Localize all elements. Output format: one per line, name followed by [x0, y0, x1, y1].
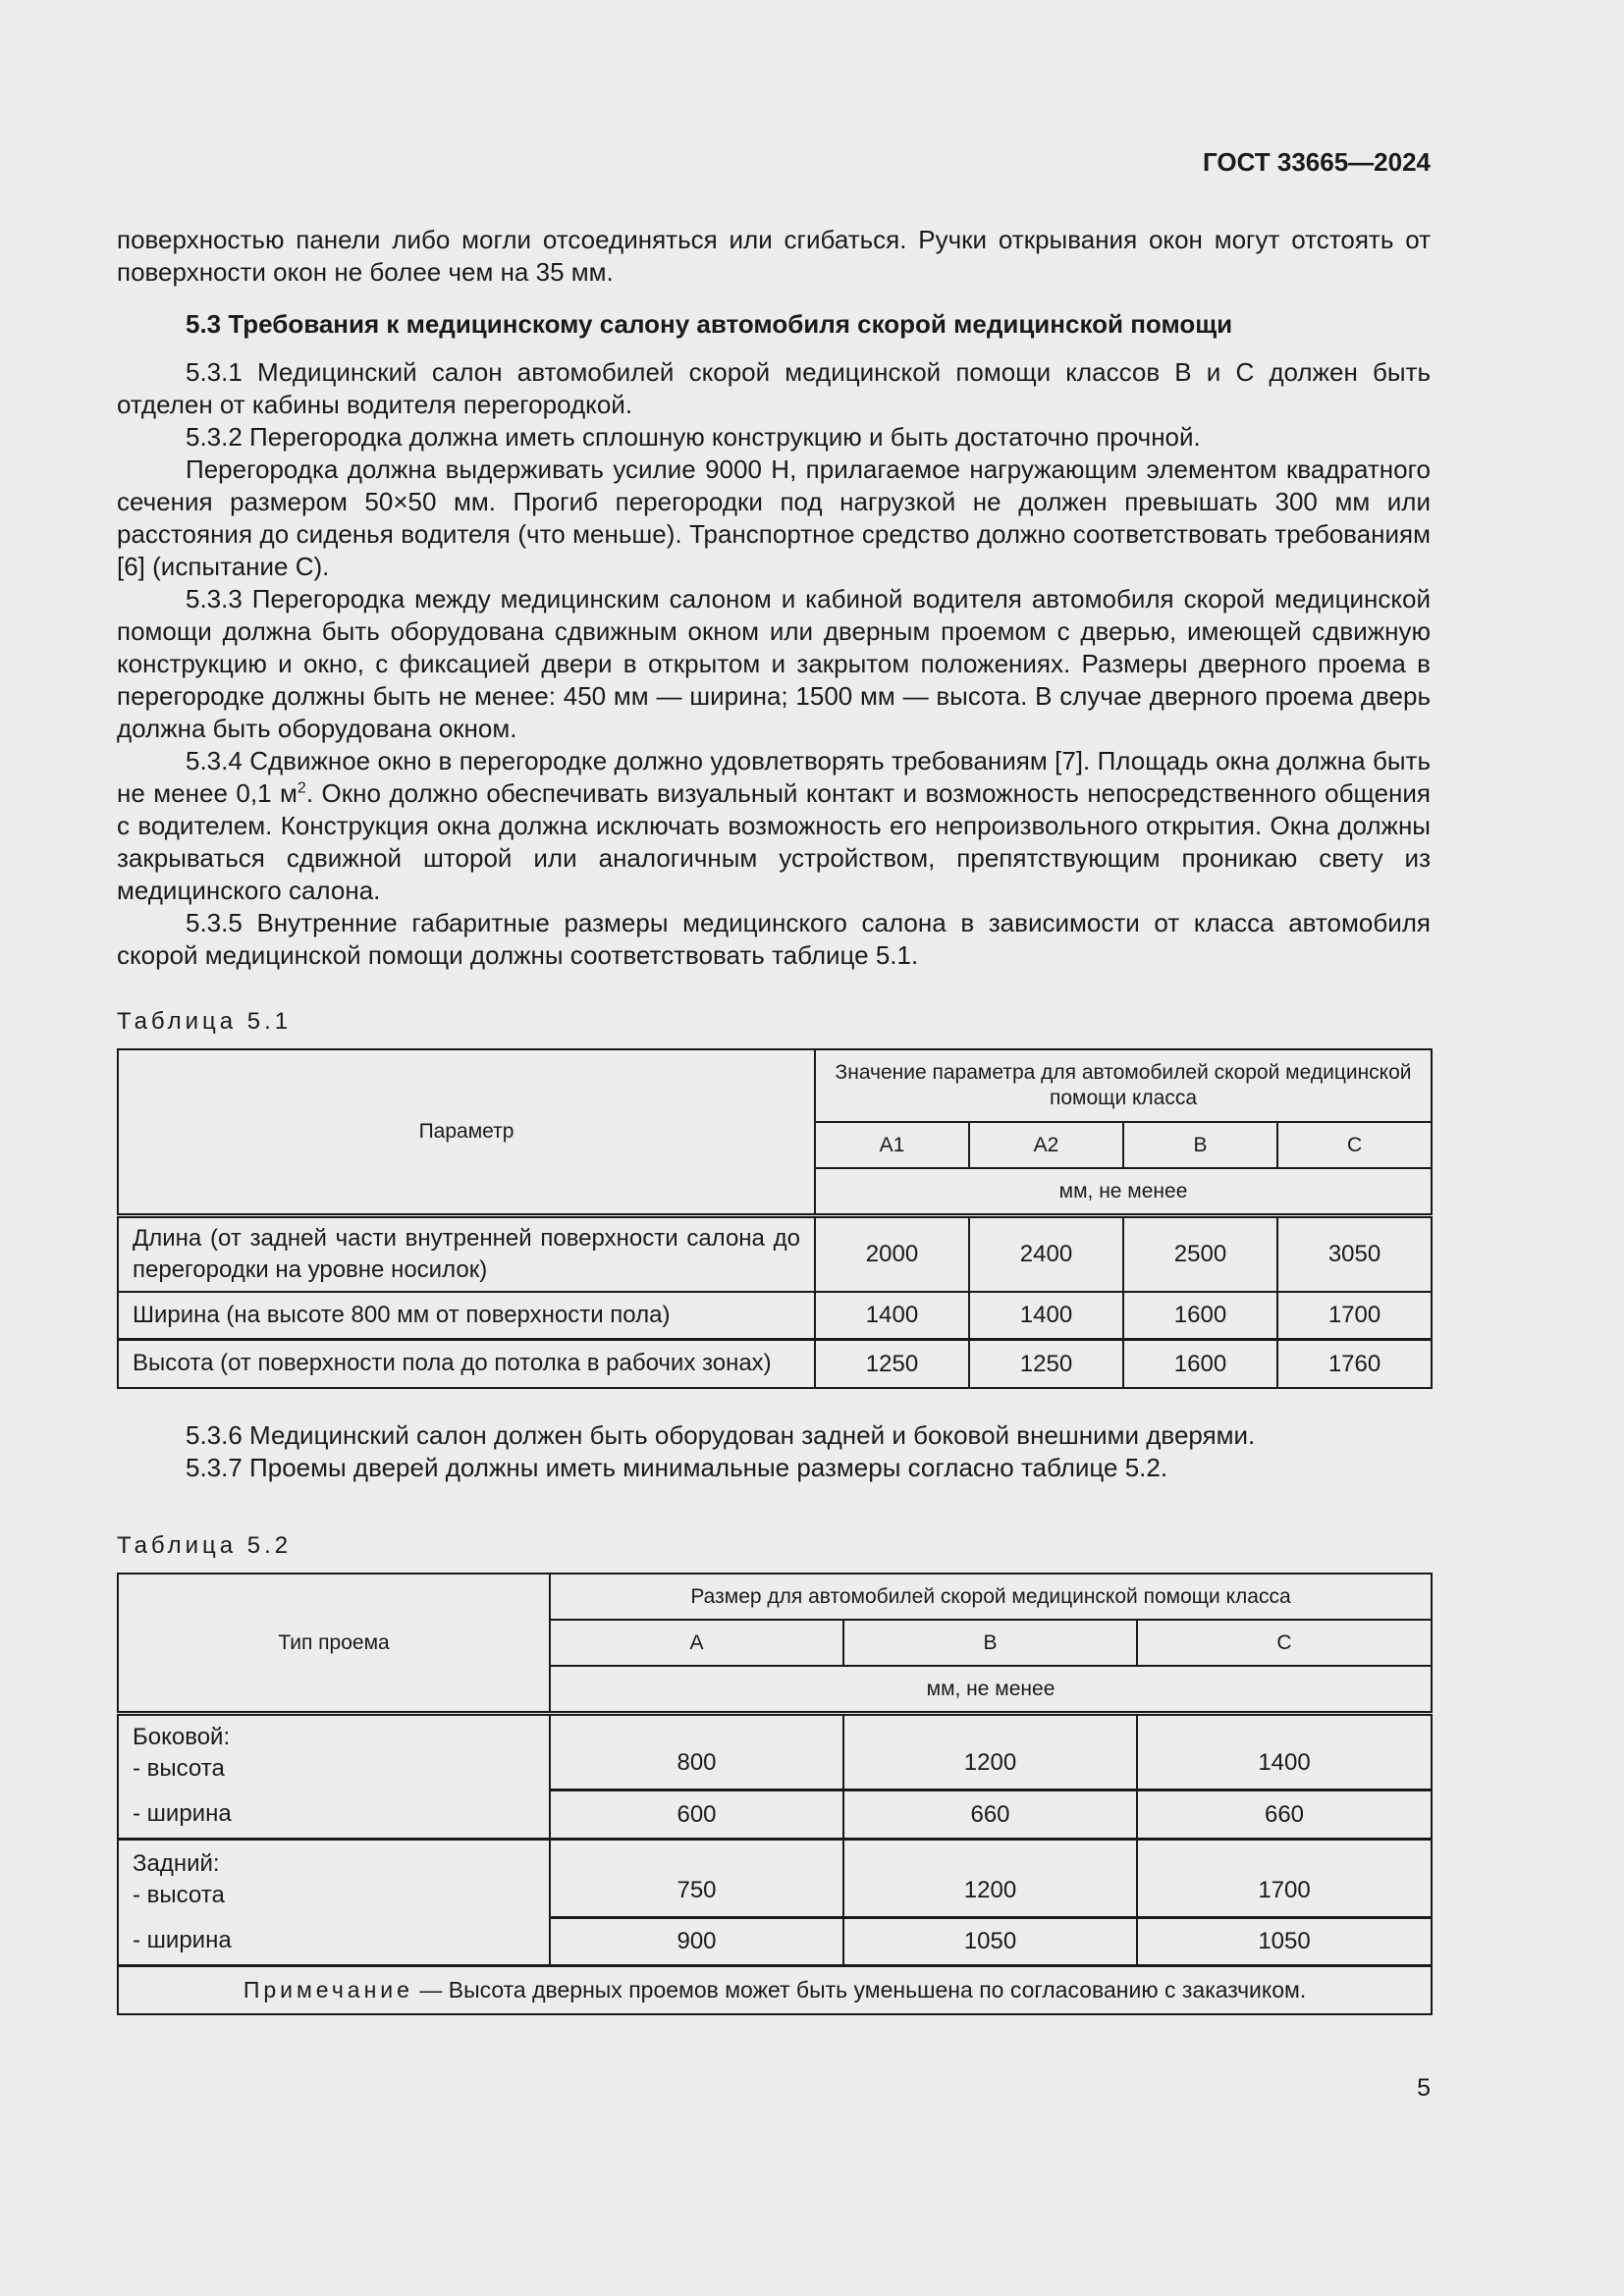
- table-cell: 1400: [1137, 1713, 1432, 1789]
- table2-width-label: - ширина: [133, 1926, 232, 1953]
- table2-width-label: - ширина: [133, 1799, 232, 1827]
- table2-class-c: С: [1137, 1620, 1432, 1666]
- table1-class-b: В: [1123, 1122, 1277, 1168]
- table-cell: 2000: [815, 1215, 969, 1292]
- table-cell: 1200: [843, 1839, 1137, 1917]
- table2-height-label: - высота: [133, 1881, 225, 1908]
- paragraph-5-3-4-part1: 5.3.4 Сдвижное окно в перегородке должно удовлетворять требованиям [7]. Площадь окна должна быть не менее 0,1 м: [117, 746, 1431, 808]
- paragraph-5-3-1: 5.3.1 Медицинский салон автомобилей скорой медицинской помощи классов В и С должен быть отделен от кабины водителя перегородкой.: [117, 357, 1431, 419]
- table-cell: 660: [843, 1789, 1137, 1839]
- table-5-1: [117, 1048, 1431, 1389]
- table-cell: 1250: [969, 1339, 1123, 1388]
- text-block-middle: [117, 1419, 1431, 1484]
- table-cell: 1400: [815, 1292, 969, 1339]
- table-cell: 750: [550, 1839, 843, 1917]
- table-cell: 1400: [969, 1292, 1123, 1339]
- table-cell: 800: [550, 1713, 843, 1789]
- table-cell: 1700: [1137, 1839, 1432, 1917]
- document-id-header: ГОСТ 33665—2024: [1203, 147, 1431, 177]
- table-cell: 1600: [1123, 1339, 1277, 1388]
- table-5-1-caption: Таблица 5.1: [117, 1008, 293, 1035]
- table2-unit: мм, не менее: [550, 1666, 1432, 1713]
- table2-height-label: - высота: [133, 1754, 225, 1782]
- table-cell: 1600: [1123, 1292, 1277, 1339]
- table2-group-label: [118, 1839, 550, 1965]
- table-cell: 1250: [815, 1339, 969, 1388]
- table-cell: 1050: [843, 1917, 1137, 1965]
- superscript: 2: [297, 779, 306, 797]
- table1-class-a2: А2: [969, 1122, 1123, 1168]
- table1-row-label: Длина (от задней части внутренней поверхности салона до перегородки на уровне носилок): [118, 1215, 815, 1292]
- table-cell: 900: [550, 1917, 843, 1965]
- table2-group-header: Размер для автомобилей скорой медицинской помощи класса: [550, 1574, 1432, 1620]
- table-cell: 1700: [1277, 1292, 1432, 1339]
- table1-unit: мм, не менее: [815, 1168, 1432, 1215]
- table-row: [118, 1839, 1432, 1917]
- section-heading-5-3: 5.3 Требования к медицинскому салону автомобиля скорой медицинской помощи: [186, 309, 1233, 339]
- table2-class-a: А: [550, 1620, 843, 1666]
- table-row: [118, 1292, 1432, 1339]
- table2-note-label: Примечание: [243, 1976, 413, 2002]
- table2-type-header: Тип проема: [118, 1574, 550, 1713]
- paragraph-5-3-2: 5.3.2 Перегородка должна иметь сплошную конструкцию и быть достаточно прочной.: [186, 422, 1201, 452]
- table-row: [118, 1713, 1432, 1789]
- table-cell: 1050: [1137, 1917, 1432, 1965]
- table-5-2: [117, 1573, 1431, 2015]
- table1-param-header: Параметр: [118, 1049, 815, 1215]
- table1-class-c: С: [1277, 1122, 1432, 1168]
- table2-class-b: В: [843, 1620, 1137, 1666]
- table-cell: 1760: [1277, 1339, 1432, 1388]
- table1-class-a1: А1: [815, 1122, 969, 1168]
- table2-note-text: — Высота дверных проемов может быть уменьшена по согласованию с заказчиком.: [412, 1976, 1307, 2002]
- table1-row-label: Ширина (на высоте 800 мм от поверхности пола): [118, 1292, 815, 1339]
- paragraph-5-3-3: 5.3.3 Перегородка между медицинским салоном и кабиной водителя автомобиля скорой медицинской помощи должна быть оборудована сдвижным окном или дверным проемом с дверью, имеющей сдвижную конструкцию и окно, с фиксацией двери в открытом и закрытом положениях. Размеры дверного проема в перегородке должны быть не менее: 450 мм — ширина; 1500 мм — высота. В случае дверного проема дверь должна быть оборудована окном.: [117, 584, 1431, 743]
- paragraph-5-3-2b: Перегородка должна выдерживать усилие 9000 Н, прилагаемое нагружающим элементом квадратного сечения размером 50×50 мм. Прогиб перегородки под нагрузкой не должен превышать 300 мм или расстояния до сиденья водителя (что меньше). Транспортное средство должно соответствовать требованиям [6] (испытание С).: [117, 454, 1431, 581]
- table-cell: 3050: [1277, 1215, 1432, 1292]
- table1-row-label: Высота (от поверхности пола до потолка в рабочих зонах): [118, 1339, 815, 1388]
- table1-group-header: Значение параметра для автомобилей скорой медицинской помощи класса: [815, 1049, 1432, 1122]
- table-5-2-caption: Таблица 5.2: [117, 1532, 293, 1559]
- paragraph-5-3-6: 5.3.6 Медицинский салон должен быть оборудован задней и боковой внешними дверями.: [186, 1420, 1256, 1450]
- paragraph-5-3-7: 5.3.7 Проемы дверей должны иметь минимальные размеры согласно таблице 5.2.: [186, 1453, 1168, 1482]
- paragraph-continuation: поверхностью панели либо могли отсоединяться или сгибаться. Ручки открывания окон могут отстоять от поверхности окон не более чем на 35 мм.: [117, 225, 1431, 287]
- table2-group-name: Боковой:: [133, 1723, 231, 1750]
- paragraph-5-3-4: [117, 745, 1431, 907]
- paragraph-5-3-4-part2: . Окно должно обеспечивать визуальный контакт и возможность непосредственного общения с водителем. Конструкция окна должна исключать возможность его непроизвольного открытия. Окна должны закрываться сдвижной шторой или аналогичным устройством, препятствующим проникаю свету из медицинского салона.: [117, 778, 1432, 905]
- table-cell: 660: [1137, 1789, 1432, 1839]
- table2-group-label: [118, 1713, 550, 1839]
- table2-group-name: Задний:: [133, 1849, 220, 1877]
- paragraph-5-3-5: 5.3.5 Внутренние габаритные размеры медицинского салона в зависимости от класса автомобиля скорой медицинской помощи должны соответствовать таблице 5.1.: [117, 908, 1431, 970]
- text-block-top: [117, 224, 1431, 972]
- page-number: 5: [1417, 2074, 1431, 2102]
- table-cell: 1200: [843, 1713, 1137, 1789]
- table-note-row: [118, 1965, 1432, 2014]
- table-cell: 2500: [1123, 1215, 1277, 1292]
- table-cell: 2400: [969, 1215, 1123, 1292]
- table-cell: 600: [550, 1789, 843, 1839]
- table-row: [118, 1339, 1432, 1388]
- table-row: [118, 1215, 1432, 1292]
- table2-note: [118, 1965, 1432, 2014]
